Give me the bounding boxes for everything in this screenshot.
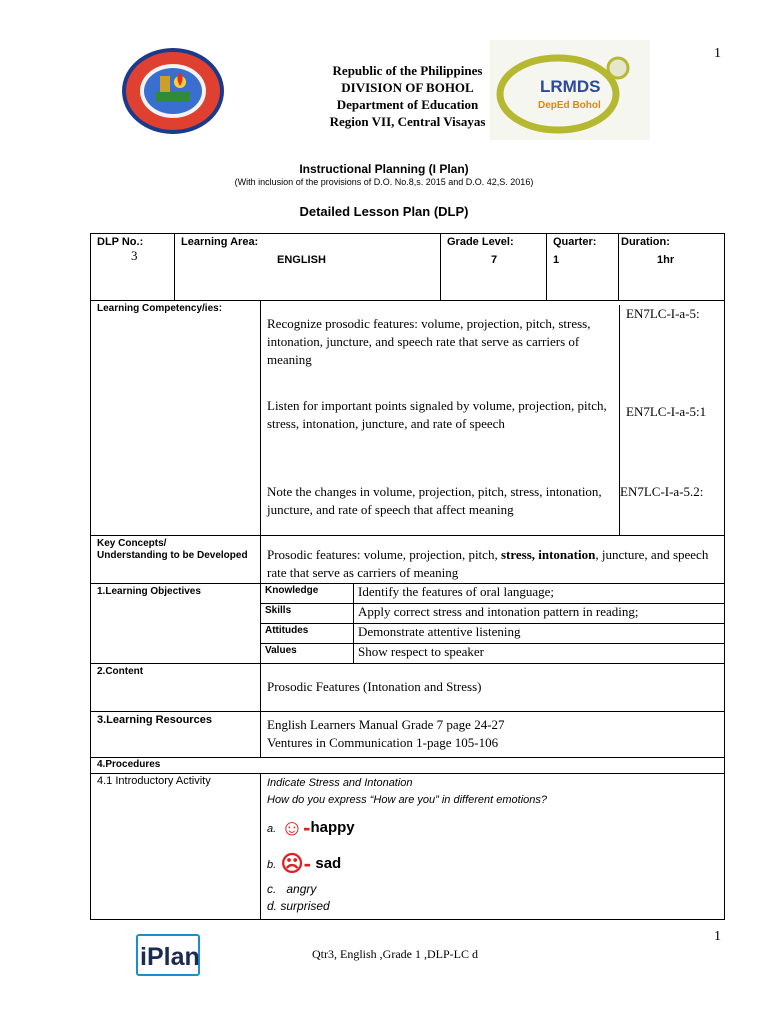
duration-label: Duration: — [621, 236, 670, 248]
grade-level-value: 7 — [491, 254, 498, 266]
page-number: 1 — [714, 46, 721, 61]
deped-seal-logo — [120, 46, 226, 136]
iplan-logo-text: iPlan — [140, 943, 200, 971]
footer-text: Qtr3, English ,Grade 1 ,DLP-LC d — [312, 947, 478, 961]
dlp-no-label: DLP No.: — [97, 236, 144, 248]
content-value: Prosodic Features (Intonation and Stress) — [261, 664, 725, 712]
info-row — [91, 234, 725, 301]
emotion-letter: a. — [267, 823, 277, 836]
intro-question: How do you express “How are you” in different emotions? — [267, 794, 548, 806]
key-concepts-text — [261, 536, 725, 584]
objective-label: Knowledge — [261, 584, 354, 604]
procedures-row — [91, 758, 725, 774]
competency-text: Note the changes in volume, projection, pitch, stress, intonation, juncture, and rate of speech that affect meaning — [267, 484, 602, 517]
intro-activity-label: 4.1 Introductory Activity — [91, 774, 261, 920]
emotion-letter: d. — [267, 899, 278, 913]
objective-label: Attitudes — [261, 624, 354, 644]
resources-label: 3.Learning Resources — [91, 712, 261, 758]
competencies-label: Learning Competency/ies: — [91, 301, 261, 536]
iplan-title: Instructional Planning (I Plan) — [299, 162, 469, 176]
lrmds-logo-subtitle: DepEd Bohol — [538, 100, 601, 111]
key-concepts-text-bold: stress, intonation — [500, 547, 596, 562]
emotion-word: happy — [310, 819, 355, 836]
competency-text: Listen for important points signaled by volume, projection, pitch, stress, intonation, juncture, and rate of speech — [267, 398, 607, 431]
dlp-title: Detailed Lesson Plan (DLP) — [299, 204, 469, 219]
quarter-label: Quarter: — [553, 236, 597, 248]
emotion-item-happy — [267, 809, 718, 847]
objectives-table — [261, 584, 724, 663]
dlp-no-value: 3 — [131, 248, 138, 263]
iplan-subtitle: (With inclusion of the provisions of D.O. No.8,s. 2015 and D.O. 42,S. 2016) — [234, 177, 534, 187]
emotion-item-surprised — [267, 898, 718, 915]
emotion-letter: c. — [267, 882, 277, 896]
header-line: Republic of the Philippines — [332, 63, 483, 78]
header-block — [300, 62, 515, 130]
objectives-label: 1.Learning Objectives — [91, 584, 261, 664]
grade-level-label: Grade Level: — [447, 236, 514, 248]
objective-value: Identify the features of oral language; — [354, 584, 725, 604]
objective-label: Skills — [261, 604, 354, 624]
key-concepts-label-line: Key Concepts/ — [97, 538, 167, 549]
emotion-word: sad — [315, 855, 342, 872]
objectives-row — [91, 584, 725, 664]
duration-value: 1hr — [657, 254, 675, 266]
competencies-cell — [261, 301, 725, 536]
lrmds-logo — [490, 40, 650, 140]
emotion-item-sad — [267, 847, 718, 881]
intro-activity-row — [91, 774, 725, 920]
header-line: Department of Education — [336, 97, 479, 112]
footer-page-number: 1 — [714, 929, 721, 944]
key-concepts-text-part: Prosodic features: volume, projection, pitch, — [267, 547, 501, 562]
procedures-label: 4.Procedures — [91, 758, 725, 774]
competency-code: EN7LC-I-a-5:1 — [619, 397, 706, 483]
learning-area-value: ENGLISH — [277, 254, 326, 266]
resource-line: English Learners Manual Grade 7 page 24-27 — [267, 717, 505, 732]
competency-code: EN7LC-I-a-5.2: — [619, 483, 703, 535]
emotion-word: angry — [286, 882, 317, 896]
key-concepts-row — [91, 536, 725, 584]
competency-code: EN7LC-I-a-5: — [619, 305, 700, 397]
intro-activity-cell — [261, 774, 725, 920]
content-label: 2.Content — [91, 664, 261, 712]
resources-cell — [261, 712, 725, 758]
objective-value: Apply correct stress and intonation pattern in reading; — [354, 604, 725, 624]
duration-cell — [619, 234, 725, 301]
learning-area-cell — [175, 234, 441, 301]
content-row — [91, 664, 725, 712]
resources-row — [91, 712, 725, 758]
resource-line: Ventures in Communication 1-page 105-106 — [267, 735, 499, 750]
learning-area-label: Learning Area: — [181, 236, 259, 248]
key-concepts-text-part: , juncture, and speech rate that serve as carriers of meaning — [267, 547, 709, 580]
quarter-cell — [547, 234, 619, 301]
header-line: DIVISION OF BOHOL — [341, 80, 474, 95]
emotion-letter: b. — [267, 859, 277, 872]
competencies-row — [91, 301, 725, 536]
objective-value: Show respect to speaker — [358, 644, 484, 659]
objective-label: Values — [261, 644, 354, 664]
lrmds-logo-title: LRMDS — [540, 77, 601, 96]
sad-face-icon: ☹- — [280, 851, 311, 876]
key-concepts-label — [91, 536, 261, 584]
emotion-item-angry — [267, 881, 718, 898]
objectives-cell — [261, 584, 725, 664]
objective-value: Demonstrate attentive listening — [354, 624, 725, 644]
competency-text: Recognize prosodic features: volume, projection, pitch, stress, intonation, juncture, and speech rate that serve as carriers of meaning — [267, 316, 591, 367]
dlp-table — [90, 233, 725, 920]
smiley-face-icon: ☺- — [280, 815, 311, 840]
quarter-value: 1 — [553, 254, 560, 266]
header-line: Region VII, Central Visayas — [329, 114, 486, 129]
dlp-no-cell — [91, 234, 175, 301]
intro-title: Indicate Stress and Intonation — [267, 777, 413, 789]
grade-level-cell — [441, 234, 547, 301]
key-concepts-label-line: Understanding to be Developed — [97, 550, 248, 561]
iplan-logo — [136, 934, 200, 976]
emotion-word: surprised — [280, 899, 330, 913]
